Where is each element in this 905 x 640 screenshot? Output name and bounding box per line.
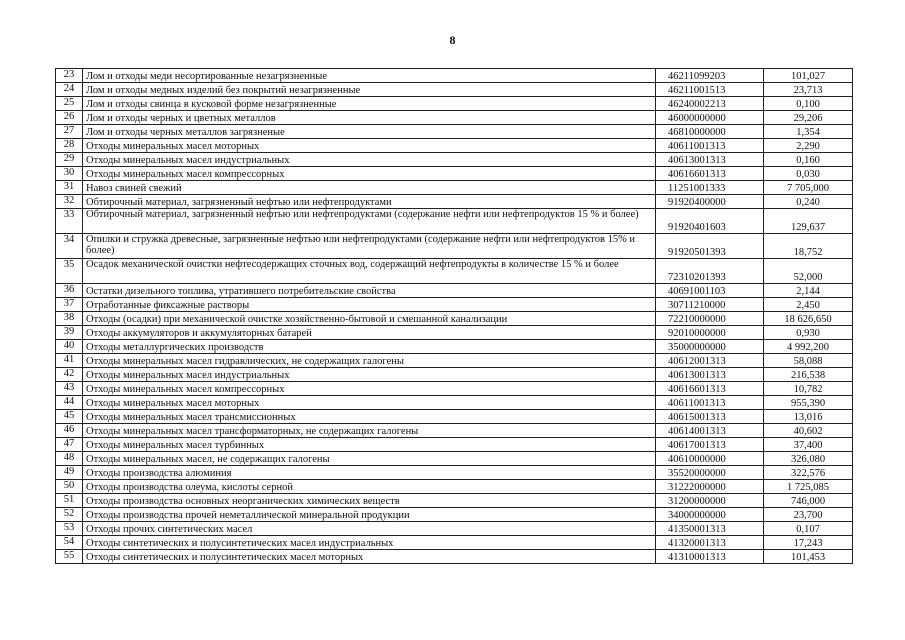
table-row: [56, 326, 853, 340]
table-row: [56, 111, 853, 125]
table-row: [56, 83, 853, 97]
row-number: 24: [56, 83, 83, 97]
waste-name: Обтирочный материал, загрязненный нефтью или нефтепродуктами (содержание нефти или нефтепродуктов 15 % и более): [83, 209, 656, 234]
waste-code: 40611001313: [656, 139, 764, 153]
table-row: [56, 125, 853, 139]
waste-name: Отходы минеральных масел индустриальных: [83, 153, 656, 167]
waste-quantity: 18 626,650: [764, 312, 853, 326]
row-number: 45: [56, 410, 83, 424]
row-number: 35: [56, 259, 83, 284]
waste-quantity: 0,160: [764, 153, 853, 167]
table-row: [56, 97, 853, 111]
waste-code: 41350001313: [656, 522, 764, 536]
table-row: [56, 396, 853, 410]
row-number: 29: [56, 153, 83, 167]
table-row: [56, 234, 853, 259]
row-number: 49: [56, 466, 83, 480]
waste-quantity: 0,100: [764, 97, 853, 111]
waste-code: 31200000000: [656, 494, 764, 508]
waste-name: Отходы металлургических производств: [83, 340, 656, 354]
table-row: [56, 466, 853, 480]
waste-quantity: 2,290: [764, 139, 853, 153]
table-row: [56, 298, 853, 312]
table-row: [56, 550, 853, 564]
waste-name: Отходы производства алюминия: [83, 466, 656, 480]
row-number: 40: [56, 340, 83, 354]
waste-code: 41310001313: [656, 550, 764, 564]
table-row: [56, 480, 853, 494]
waste-name: Отходы минеральных масел гидравлических, не содержащих галогены: [83, 354, 656, 368]
waste-quantity: 101,453: [764, 550, 853, 564]
waste-code: 40614001313: [656, 424, 764, 438]
table-row: [56, 209, 853, 234]
waste-name: Отходы производства основных неорганических химических веществ: [83, 494, 656, 508]
waste-name: Отходы минеральных масел индустриальных: [83, 368, 656, 382]
row-number: 37: [56, 298, 83, 312]
row-number: 47: [56, 438, 83, 452]
waste-quantity: 23,713: [764, 83, 853, 97]
row-number: 38: [56, 312, 83, 326]
waste-name: Навоз свиней свежий: [83, 181, 656, 195]
waste-name: Отходы минеральных масел моторных: [83, 139, 656, 153]
row-number: 44: [56, 396, 83, 410]
row-number: 55: [56, 550, 83, 564]
waste-code: 46211099203: [656, 69, 764, 83]
row-number: 34: [56, 234, 83, 259]
waste-code: 40691001103: [656, 284, 764, 298]
waste-code: 72310201393: [656, 259, 764, 284]
waste-name: Отходы (осадки) при механической очистке хозяйственно-бытовой и смешанной канализации: [83, 312, 656, 326]
waste-name: Отходы синтетических и полусинтетических масел моторных: [83, 550, 656, 564]
row-number: 26: [56, 111, 83, 125]
table-row: [56, 410, 853, 424]
waste-quantity: 52,000: [764, 259, 853, 284]
row-number: 25: [56, 97, 83, 111]
row-number: 28: [56, 139, 83, 153]
waste-name: Лом и отходы свинца в кусковой форме незагрязненные: [83, 97, 656, 111]
row-number: 53: [56, 522, 83, 536]
row-number: 23: [56, 69, 83, 83]
waste-code: 35000000000: [656, 340, 764, 354]
table-row: [56, 259, 853, 284]
row-number: 52: [56, 508, 83, 522]
table-row: [56, 354, 853, 368]
waste-name: Отходы минеральных масел моторных: [83, 396, 656, 410]
waste-code: 40613001313: [656, 368, 764, 382]
table-row: [56, 424, 853, 438]
waste-code: 34000000000: [656, 508, 764, 522]
row-number: 27: [56, 125, 83, 139]
waste-code: 46810000000: [656, 125, 764, 139]
table-row: [56, 284, 853, 298]
waste-quantity: 7 705,000: [764, 181, 853, 195]
table-row: [56, 438, 853, 452]
waste-code: 46211001513: [656, 83, 764, 97]
waste-name: Лом и отходы медных изделий без покрытий незагрязненные: [83, 83, 656, 97]
row-number: 33: [56, 209, 83, 234]
waste-code: 46000000000: [656, 111, 764, 125]
waste-quantity: 1,354: [764, 125, 853, 139]
waste-quantity: 17,243: [764, 536, 853, 550]
row-number: 46: [56, 424, 83, 438]
waste-code: 46240002213: [656, 97, 764, 111]
waste-name: Осадок механической очистки нефтесодержащих сточных вод, содержащий нефтепродукты в количестве 15 % и более: [83, 259, 656, 284]
waste-code: 40612001313: [656, 354, 764, 368]
waste-code: 92010000000: [656, 326, 764, 340]
waste-quantity: 0,107: [764, 522, 853, 536]
row-number: 31: [56, 181, 83, 195]
row-number: 30: [56, 167, 83, 181]
waste-quantity: 1 725,085: [764, 480, 853, 494]
waste-code: 41320001313: [656, 536, 764, 550]
waste-quantity: 101,027: [764, 69, 853, 83]
table-row: [56, 508, 853, 522]
table-row: [56, 167, 853, 181]
waste-code: 40616601313: [656, 167, 764, 181]
table-row: [56, 139, 853, 153]
waste-quantity: 0,030: [764, 167, 853, 181]
waste-quantity: 10,782: [764, 382, 853, 396]
waste-name: Лом и отходы черных металлов загрязненые: [83, 125, 656, 139]
waste-name: Отходы производства прочей неметаллической минеральной продукции: [83, 508, 656, 522]
table-row: [56, 494, 853, 508]
waste-name: Отходы аккумуляторов и аккумуляторных батарей: [83, 326, 656, 340]
waste-name: Отходы прочих синтетических масел: [83, 522, 656, 536]
row-number: 43: [56, 382, 83, 396]
waste-code: 40610000000: [656, 452, 764, 466]
waste-name: Лом и отходы черных и цветных металлов: [83, 111, 656, 125]
waste-name: Лом и отходы меди несортированные незагрязненные: [83, 69, 656, 83]
waste-quantity: 0,930: [764, 326, 853, 340]
table-row: [56, 452, 853, 466]
waste-name: Отходы минеральных масел турбинных: [83, 438, 656, 452]
waste-name: Обтирочный материал, загрязненный нефтью или нефтепродуктами: [83, 195, 656, 209]
waste-code: 35520000000: [656, 466, 764, 480]
waste-quantity: 746,000: [764, 494, 853, 508]
waste-code: 72210000000: [656, 312, 764, 326]
waste-quantity: 29,206: [764, 111, 853, 125]
waste-code: 11251001333: [656, 181, 764, 195]
waste-name: Остатки дизельного топлива, утратившего потребительские свойства: [83, 284, 656, 298]
waste-name: Отходы минеральных масел компрессорных: [83, 382, 656, 396]
page-number: 8: [449, 33, 456, 47]
waste-code: 91920401603: [656, 209, 764, 234]
row-number: 42: [56, 368, 83, 382]
waste-code: 40616601313: [656, 382, 764, 396]
table-row: [56, 153, 853, 167]
row-number: 41: [56, 354, 83, 368]
row-number: 48: [56, 452, 83, 466]
table-row: [56, 340, 853, 354]
waste-quantity: 129,637: [764, 209, 853, 234]
table-row: [56, 536, 853, 550]
waste-name: Отходы минеральных масел, не содержащих галогены: [83, 452, 656, 466]
row-number: 32: [56, 195, 83, 209]
waste-quantity: 216,538: [764, 368, 853, 382]
waste-quantity: 955,390: [764, 396, 853, 410]
waste-name: Опилки и стружка древесные, загрязненные нефтью или нефтепродуктами (содержание нефти или нефтепродуктов 15% и более): [83, 234, 656, 259]
table-row: [56, 69, 853, 83]
waste-code: 40611001313: [656, 396, 764, 410]
table-row: [56, 382, 853, 396]
waste-quantity: 37,400: [764, 438, 853, 452]
waste-quantity: 4 992,200: [764, 340, 853, 354]
waste-code: 30711210000: [656, 298, 764, 312]
waste-code: 40617001313: [656, 438, 764, 452]
waste-name: Отходы минеральных масел трансмиссионных: [83, 410, 656, 424]
table-row: [56, 522, 853, 536]
row-number: 50: [56, 480, 83, 494]
waste-quantity: 326,080: [764, 452, 853, 466]
waste-quantity: 18,752: [764, 234, 853, 259]
waste-quantity: 2,450: [764, 298, 853, 312]
row-number: 54: [56, 536, 83, 550]
waste-quantity: 40,602: [764, 424, 853, 438]
waste-code: 40615001313: [656, 410, 764, 424]
waste-table: [55, 68, 853, 564]
table-row: [56, 368, 853, 382]
waste-quantity: 23,700: [764, 508, 853, 522]
table-row: [56, 181, 853, 195]
waste-name: Отходы производства олеума, кислоты серной: [83, 480, 656, 494]
waste-code: 91920501393: [656, 234, 764, 259]
waste-quantity: 58,088: [764, 354, 853, 368]
waste-quantity: 0,240: [764, 195, 853, 209]
table-row: [56, 312, 853, 326]
waste-quantity: 322,576: [764, 466, 853, 480]
waste-name: Отработанные фиксажные растворы: [83, 298, 656, 312]
waste-code: 40613001313: [656, 153, 764, 167]
waste-quantity: 2,144: [764, 284, 853, 298]
waste-code: 31222000000: [656, 480, 764, 494]
row-number: 36: [56, 284, 83, 298]
waste-code: 91920400000: [656, 195, 764, 209]
waste-name: Отходы минеральных масел компрессорных: [83, 167, 656, 181]
table-row: [56, 195, 853, 209]
waste-quantity: 13,016: [764, 410, 853, 424]
row-number: 39: [56, 326, 83, 340]
row-number: 51: [56, 494, 83, 508]
waste-name: Отходы минеральных масел трансформаторных, не содержащих галогены: [83, 424, 656, 438]
waste-name: Отходы синтетических и полусинтетических масел индустриальных: [83, 536, 656, 550]
